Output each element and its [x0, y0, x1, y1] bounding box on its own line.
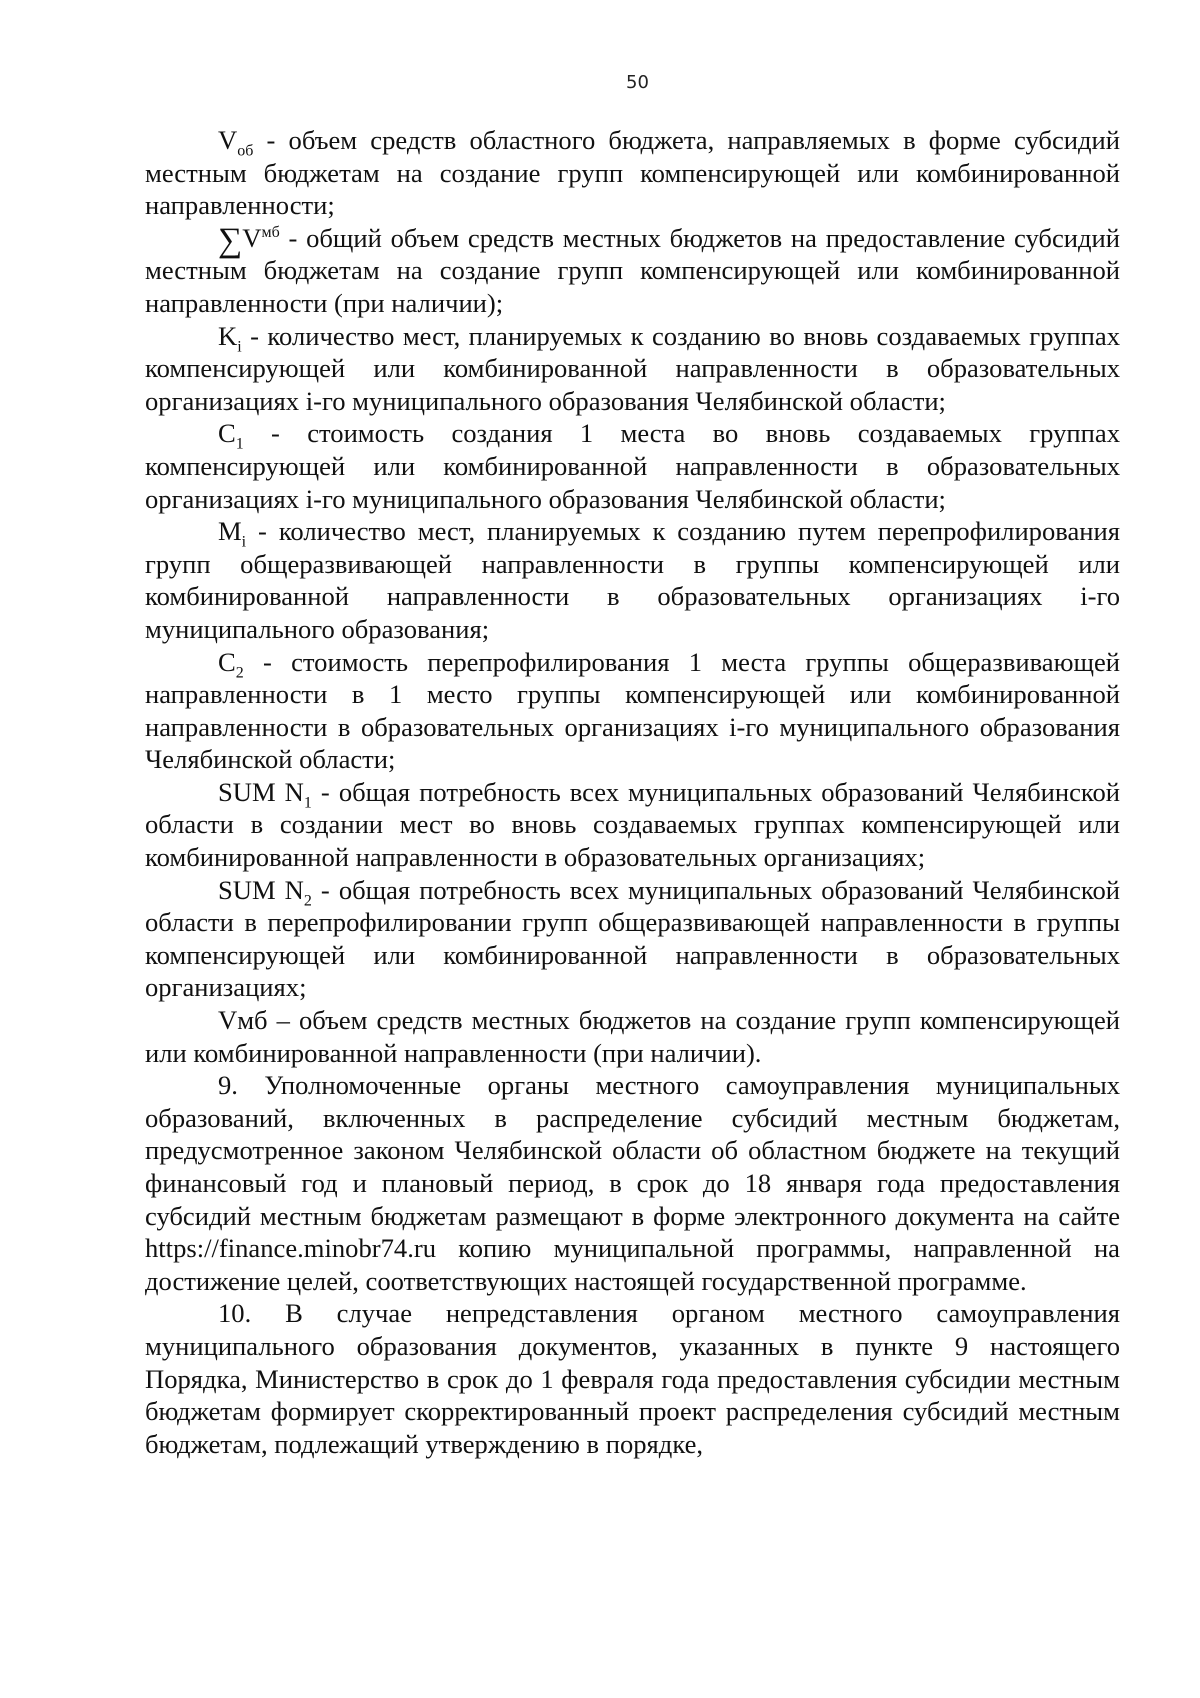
paragraph-item-9: 9. Уполномоченные органы местного самоуправления муниципальных образований, включенных в распределение субсидий местным бюджетам, предусмотренное законом Челябинской области об областном бюджете на текущий финансовый год и плановый период, в срок до 18 января года предоставления субсидий местным бюджетам размещают в форме электронного документа на сайте https://finance.minobr74.ru копию муниципальной программы, направленной на достижение целей, соответствующих настоящей государственной программе. — [145, 1070, 1120, 1296]
symbol-v-ob: $V_{об}$ — [218, 125, 254, 160]
symbol-m-i: $M_i$ — [218, 516, 247, 551]
symbol-c-1: $C_1$ — [218, 418, 244, 453]
symbol-sum-n-1: SUM $N_1$ — [218, 776, 312, 812]
paragraph-m-i: $M_i$ - количество мест, планируемых к созданию путем перепрофилирования групп общеразвивающей направленности в группы компенсирующей или комбинированной направленности в образовательных организациях i-го муниципального образования; — [145, 516, 1120, 644]
paragraph-c-1: $C_1$ - стоимость создания 1 места во вновь создаваемых группах компенсирующей или комбинированной направленности в образовательных организациях i-го муниципального образования Челябинской области; — [145, 418, 1120, 514]
symbol-c-2: $C_2$ — [218, 646, 244, 681]
sigma-symbol: ∑ — [218, 221, 243, 259]
paragraph-k-i: $K_i$ - количество мест, планируемых к созданию во вновь создаваемых группах компенсирующей или комбинированной направленности в образовательных организациях i-го муниципального образования Челябинской области; — [145, 320, 1120, 416]
paragraph-c-2: $C_2$ - стоимость перепрофилирования 1 места группы общеразвивающей направленности в 1 место группы компенсирующей или комбинированной направленности в образовательных организациях i-го муниципального образования Челябинской области; — [145, 646, 1120, 775]
paragraph-sum-n-2: SUM $N_2$ - общая потребность всех муниципальных образований Челябинской области в перепрофилировании групп общеразвивающей направленности в группы компенсирующей или комбинированной направленности в образовательных организациях; — [145, 874, 1120, 1003]
symbol-sum-v-mb: $\sum V^{мб}$ — [218, 221, 280, 259]
symbol-sum-n-2: SUM $N_2$ — [218, 874, 312, 909]
paragraph-v-mb: Vмб – объем средств местных бюджетов на создание групп компенсирующей или комбинированной направленности (при наличии). — [145, 1005, 1120, 1068]
page-number: 50 — [626, 72, 649, 93]
paragraph-item-10: 10. В случае непредставления органом местного самоуправления муниципального образования документов, указанных в пункте 9 настоящего Порядка, Министерство в срок до 1 февраля года предоставления субсидии местным бюджетам формирует скорректированный проект распределения субсидий местным бюджетам, подлежащий утверждению в порядке, — [145, 1298, 1120, 1459]
paragraph-v-ob: $V_{об}$ - объем средств областного бюджета, направляемых в форме субсидий местным бюджетам на создание групп компенсирующей или комбинированной направленности; — [145, 125, 1120, 221]
paragraph-sum-n-1: SUM $N_1$ - общая потребность всех муниципальных образований Челябинской области в создании мест во вновь создаваемых группах компенсирующей или комбинированной направленности в образовательных организациях; — [145, 776, 1120, 873]
document-body — [145, 124, 1120, 1460]
symbol-k-i: $K_i$ — [218, 320, 242, 355]
paragraph-sum-v-mb: $\sum V^{мб}$ - общий объем средств местных бюджетов на предоставление субсидий местным бюджетам на создание групп компенсирующей или комбинированной направленности (при наличии); — [145, 221, 1120, 318]
